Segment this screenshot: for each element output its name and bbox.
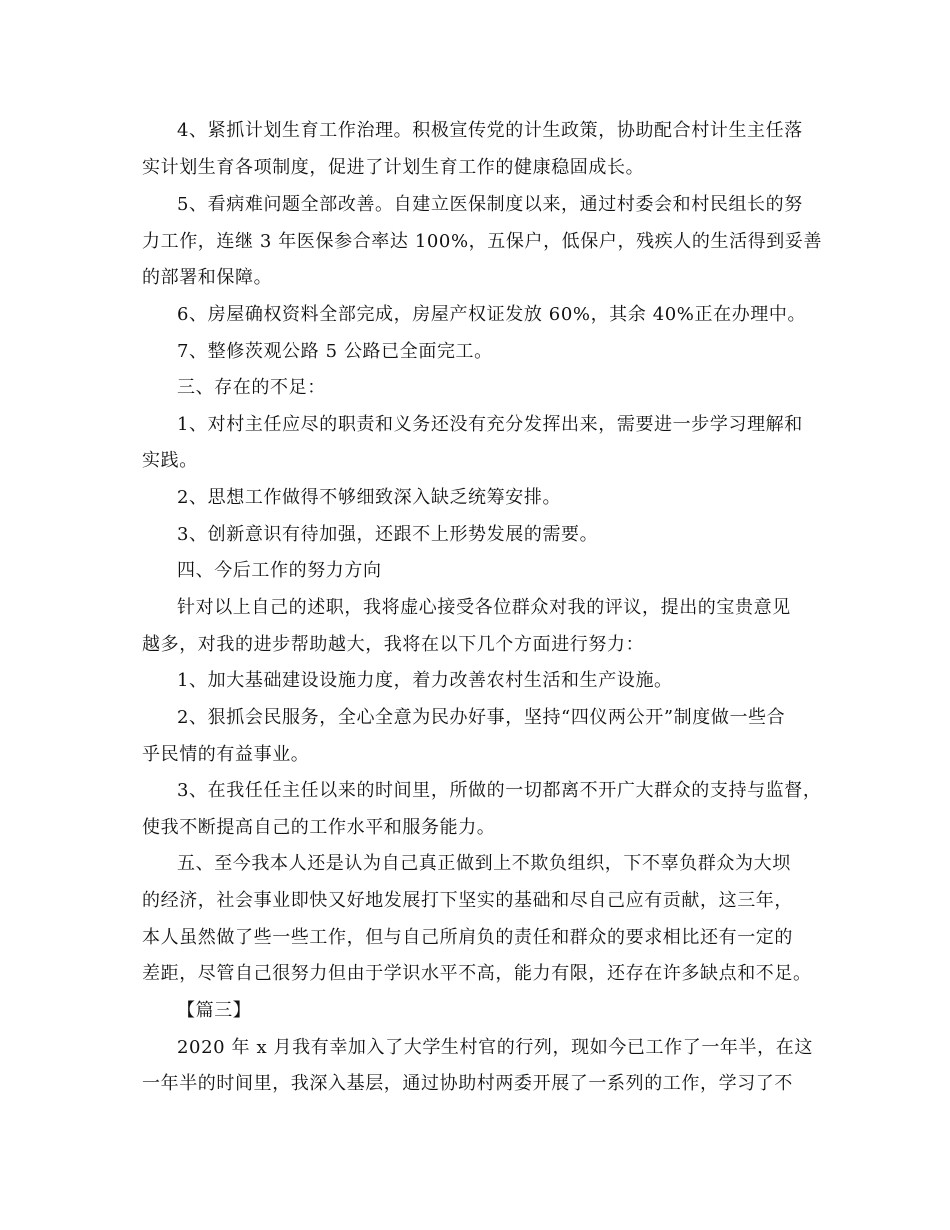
- text-line: 针对以上自己的述职，我将虚心接受各位群众对我的评议，提出的宝贵意见: [177, 597, 791, 618]
- text-line: 越多，对我的进步帮助越大，我将在以下几个方面进行努力：: [142, 634, 645, 655]
- text-line: 3、在我任任主任以来的时间里，所做的一切都离不开广大群众的支持与监督，: [177, 780, 822, 801]
- text-line: 2、思想工作做得不够细致深入缺乏统筹安排。: [177, 487, 562, 508]
- text-line: 7、整修茨观公路 5 公路已全面完工。: [177, 341, 493, 362]
- text-line: 实计划生育各项制度，促进了计划生育工作的健康稳固成长。: [142, 157, 645, 178]
- text-line: 5、看病难问题全部改善。自建立医保制度以来，通过村委会和村民组长的努: [177, 194, 803, 215]
- text-line: 的经济，社会事业即快又好地发展打下坚实的基础和尽自己应有贡献，这三年，: [142, 890, 793, 911]
- text-line: 的部署和保障。: [142, 267, 273, 288]
- text-line: 本人虽然做了些一些工作，但与自己所肩负的责任和群众的要求相比还有一定的: [142, 927, 793, 948]
- text-line: 五、至今我本人还是认为自己真正做到上不欺负组织，下不辜负群众为大坝: [177, 853, 791, 874]
- section-heading: 三、存在的不足：: [177, 377, 326, 398]
- section-heading: 四、今后工作的努力方向: [177, 560, 382, 581]
- text-line: 6、房屋确权资料全部完成，房屋产权证发放 60%，其余 40%正在办理中。: [177, 304, 807, 325]
- text-line: 乎民情的有益事业。: [142, 744, 310, 765]
- text-line: 实践。: [142, 450, 198, 471]
- text-line: 1、对村主任应尽的职责和义务还没有充分发挥出来，需要进一步学习理解和: [177, 414, 803, 435]
- text-line: 3、创新意识有待加强，还跟不上形势发展的需要。: [177, 524, 599, 545]
- text-line: 力工作，连继 3 年医保参合率达 100%，五保户，低保户，残疾人的生活得到妥善: [142, 231, 823, 252]
- text-line: 一年半的时间里，我深入基层，通过协助村两委开展了一系列的工作，学习了不: [142, 1073, 793, 1094]
- section-heading: 【篇三】: [177, 1000, 252, 1021]
- text-line: 4、紧抓计划生育工作治理。积极宣传党的计生政策，协助配合村计生主任落: [177, 120, 803, 141]
- text-line: 1、加大基础建设设施力度，着力改善农村生活和生产设施。: [177, 670, 673, 691]
- text-line: 使我不断提高自己的工作水平和服务能力。: [142, 817, 496, 838]
- text-line: 差距，尽管自己很努力但由于学识水平不高，能力有限，还存在许多缺点和不足。: [142, 963, 812, 984]
- text-line: 2、狠抓会民服务，全心全意为民办好事，坚持“四仪两公开”制度做一些合: [177, 707, 786, 728]
- text-line: 2020 年 x 月我有幸加入了大学生村官的行列，现如今已工作了一年半，在这: [177, 1037, 813, 1058]
